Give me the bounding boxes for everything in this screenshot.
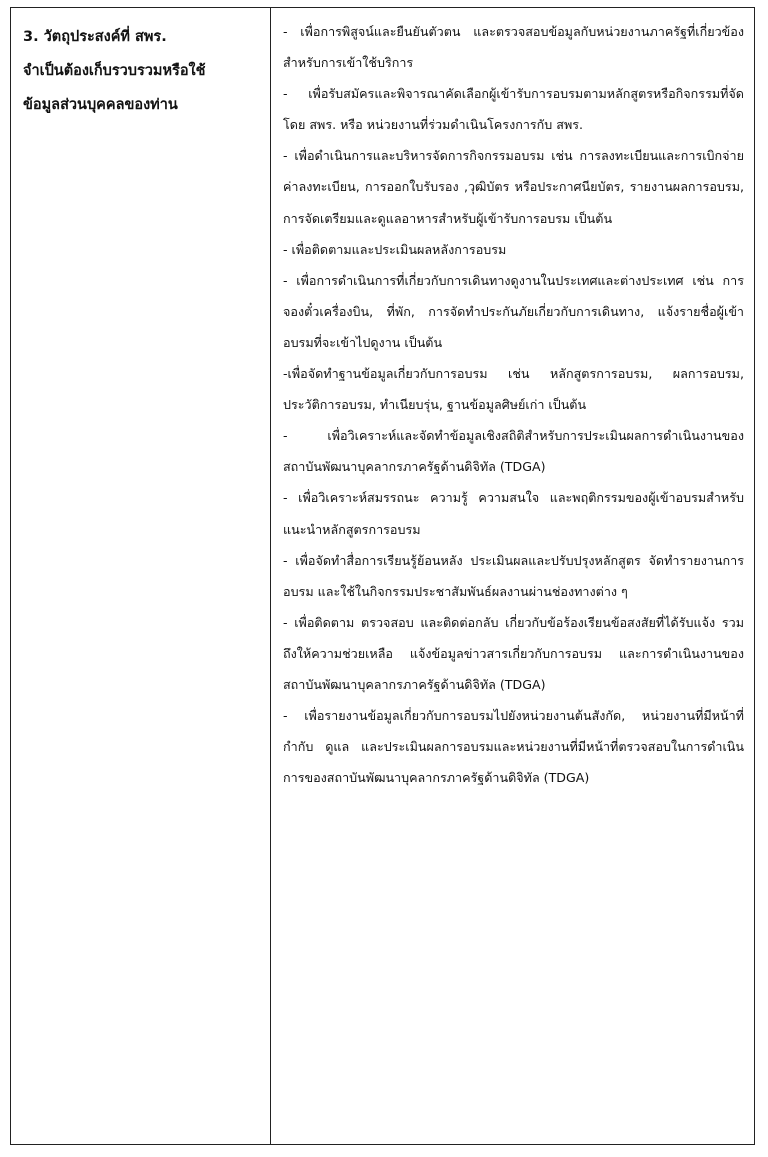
purpose-item: - เพื่อวิเคราะห์และจัดทำข้อมูลเชิงสถิติสำหรับการประเมินผลการดำเนินงานของสถาบันพัฒนาบุคลากรภาครัฐด้านดิจิทัล (TDGA) — [283, 428, 744, 475]
purpose-item: -เพื่อจัดทำฐานข้อมูลเกี่ยวกับการอบรม เช่น หลักสูตรการอบรม, ผลการอบรม, ประวัติการอบรม, ทำเนียบรุ่น, ฐานข้อมูลศิษย์เก่า เป็นต้น — [283, 366, 744, 413]
section-title: 3. วัตถุประสงค์ที่ สพร. จำเป็นต้องเก็บรวบรวมหรือใช้ ข้อมูลส่วนบุคคลของท่าน — [23, 29, 206, 113]
purpose-item: - เพื่อการพิสูจน์และยืนยันตัวตน และตรวจสอบข้อมูลกับหน่วยงานภาครัฐที่เกี่ยวข้องสำหรับการเข้าใช้บริการ — [283, 24, 744, 71]
purpose-item: - เพื่อการดำเนินการที่เกี่ยวกับการเดินทางดูงานในประเทศและต่างประเทศ เช่น การจองตั๋วเครื่องบิน, ที่พัก, การจัดทำประกันภัยเกี่ยวกับการเดินทาง, แจ้งรายชื่อผู้เข้าอบรมที่จะเข้าไปดูงาน เป็นต้น — [283, 272, 744, 350]
purpose-table — [10, 7, 755, 1145]
purpose-item: - เพื่อดำเนินการและบริหารจัดการกิจกรรมอบรม เช่น การลงทะเบียนและการเบิกจ่ายค่าลงทะเบียน, การออกใบรับรอง ,วุฒิบัตร หรือประกาศนียบัตร, รายงานผลการอบรม, การจัดเตรียมและดูแลอาหารสำหรับผู้เข้ารับการอบรม เป็นต้น — [283, 148, 744, 226]
purpose-item: - เพื่อติดตาม ตรวจสอบ และติดต่อกลับ เกี่ยวกับข้อร้องเรียนข้อสงสัยที่ได้รับแจ้ง รวมถึงให้ความช่วยเหลือ แจ้งข้อมูลข่าวสารเกี่ยวกับการอบรม และการดำเนินงานของ สถาบันพัฒนาบุคลากรภาครัฐด้านดิจิทัล (TDGA) — [283, 614, 744, 692]
purpose-item: - เพื่อวิเคราะห์สมรรถนะ ความรู้ ความสนใจ และพฤติกรรมของผู้เข้าอบรมสำหรับแนะนำหลักสูตรการอบรม — [283, 490, 744, 537]
purpose-item: - เพื่อรับสมัครและพิจารณาคัดเลือกผู้เข้ารับการอบรมตามหลักสูตรหรือกิจกรรมที่จัดโดย สพร. หรือ หน่วยงานที่ร่วมดำเนินโครงการกับ สพร. — [283, 86, 744, 133]
section-label-cell — [11, 8, 271, 1144]
purpose-item: - เพื่อรายงานข้อมูลเกี่ยวกับการอบรมไปยังหน่วยงานต้นสังกัด, หน่วยงานที่มีหน้าที่กำกับ ดูแล และประเมินผลการอบรมและหน่วยงานที่มีหน้าที่ตรวจสอบในการดำเนินการของสถาบันพัฒนาบุคลากรภาครัฐด้านดิจิทัล (TDGA) — [283, 708, 744, 786]
purpose-item: - เพื่อจัดทำสื่อการเรียนรู้ย้อนหลัง ประเมินผลและปรับปรุงหลักสูตร จัดทำรายงานการอบรม และใช้ในกิจกรรมประชาสัมพันธ์ผลงานผ่านช่องทางต่าง ๆ — [283, 552, 744, 599]
purpose-list-cell — [271, 8, 754, 1144]
purpose-item: - เพื่อติดตามและประเมินผลหลังการอบรม — [283, 241, 507, 257]
